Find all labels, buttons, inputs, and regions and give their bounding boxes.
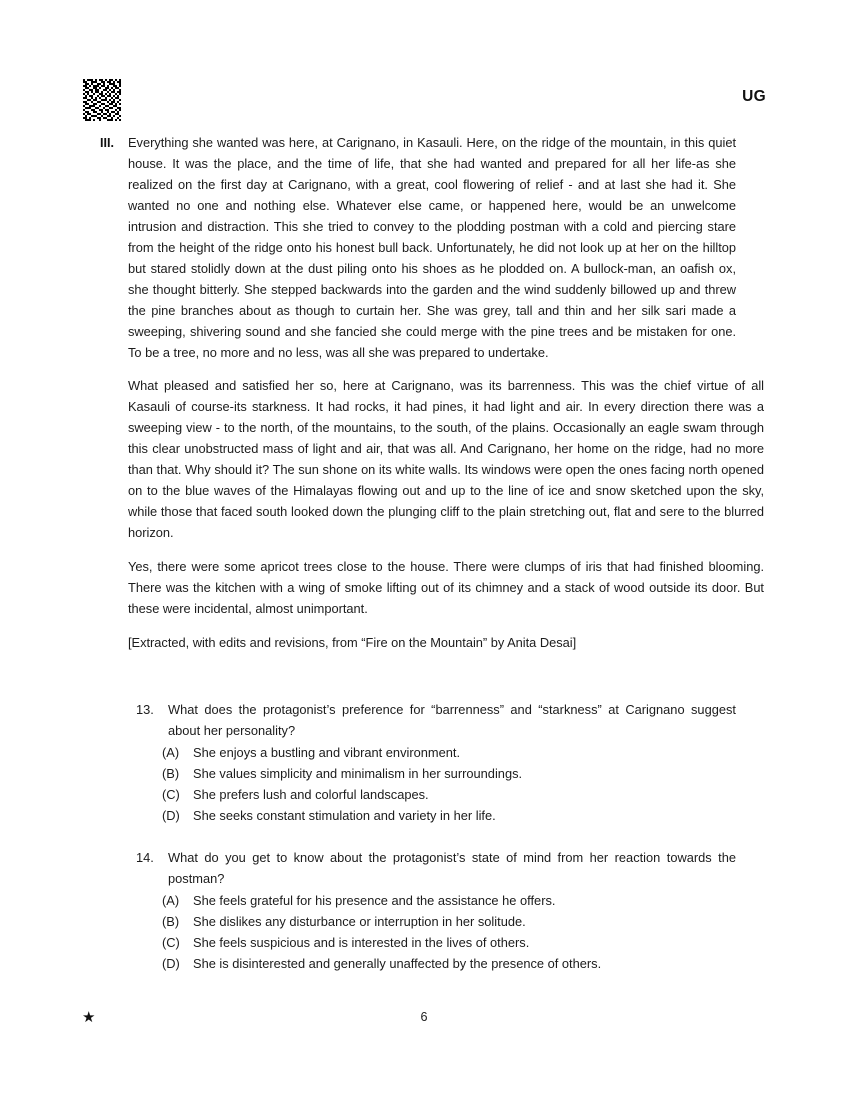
question-13-option-a[interactable] bbox=[162, 742, 736, 763]
question-14 bbox=[136, 848, 736, 974]
passage-paragraph-1-wrap bbox=[128, 133, 736, 376]
question-14-option-c[interactable] bbox=[162, 932, 736, 953]
option-text: She prefers lush and colorful landscapes. bbox=[193, 787, 429, 803]
passage-remaining-block bbox=[128, 376, 764, 653]
option-text: She feels suspicious and is interested in the lives of others. bbox=[193, 935, 530, 951]
question-13-prompt bbox=[136, 700, 736, 741]
option-text: She seeks constant stimulation and variety in her life. bbox=[193, 808, 496, 824]
option-letter: (C) bbox=[162, 787, 180, 803]
datamatrix-barcode-icon bbox=[82, 78, 126, 124]
question-14-options bbox=[162, 890, 736, 974]
option-letter: (B) bbox=[162, 766, 180, 782]
option-text: She is disinterested and generally unaffected by the presence of others. bbox=[193, 956, 602, 972]
passage-paragraph-3: Yes, there were some apricot trees close to the house. There were clumps of iris that had finished blooming. There was the kitchen with a wing of smoke lifting out of its chimney and a stack of wood outside its door. But these were incidental, almost unimportant. bbox=[128, 559, 764, 617]
question-13-text: What does the protagonist’s preference for “barrenness” and “starkness” at Carignano suggest about her personality? bbox=[168, 702, 736, 738]
star-icon: ★ bbox=[82, 1009, 96, 1026]
page-number: 6 bbox=[420, 1010, 428, 1024]
question-list bbox=[136, 700, 736, 996]
question-14-option-a[interactable] bbox=[162, 890, 736, 911]
question-14-prompt bbox=[136, 848, 736, 889]
question-14-option-b[interactable] bbox=[162, 911, 736, 932]
option-text: She dislikes any disturbance or interruption in her solitude. bbox=[193, 914, 526, 930]
question-13-option-c[interactable] bbox=[162, 784, 736, 805]
question-13-number: 13. bbox=[136, 702, 154, 717]
passage-attribution: [Extracted, with edits and revisions, from “Fire on the Mountain” by Anita Desai] bbox=[128, 634, 577, 650]
option-letter: (A) bbox=[162, 893, 180, 909]
exam-code-label: UG bbox=[742, 88, 766, 105]
option-letter: (D) bbox=[162, 808, 180, 824]
passage-first-block bbox=[100, 133, 736, 376]
question-14-option-d[interactable] bbox=[162, 953, 736, 974]
passage-paragraph-2: What pleased and satisfied her so, here at Carignano, was its barrenness. This was the chief virtue of all Kasauli of course-its starkness. It had rocks, it had pines, it had light and air. In every direction there was a sweeping view - to the north, of the mountains, to the south, of the plains. Occasionally an eagle swam through this clear unobstructed mass of light and air, that was all. And Carignano, her home on the ridge, had no more than that. Why should it? The sun shone on its white walls. Its windows were open the ones facing north opened on to the blue waves of the Himalayas flowing out and up to the line of ice and snow sketched upon the sky, while those that faced south looked down the plunging cliff to the plain stretching out, flat and sere to the blurred horizon. bbox=[128, 378, 764, 541]
option-text: She values simplicity and minimalism in her surroundings. bbox=[193, 766, 523, 782]
page-header bbox=[82, 78, 766, 124]
option-letter: (C) bbox=[162, 935, 180, 951]
question-14-number: 14. bbox=[136, 850, 154, 866]
option-letter: (B) bbox=[162, 914, 180, 930]
passage-marker: III. bbox=[100, 136, 114, 150]
passage-paragraph-1: Everything she wanted was here, at Carignano, in Kasauli. Here, on the ridge of the mountain, in this quiet house. It was the place, and the time of life, that she had wanted and prepared for all her life-as she realized on the first day at Carignano, with a great, cool flowering of relief - and at last she had it. She wanted no one and nothing else. Whatever else came, or happened here, would be an unwelcome intrusion and distraction. This she tried to convey to the plodding postman with a cold and piercing stare from the height of the ridge onto his honest bull back. Unfortunately, he did not look up at her on the hilltop but stared stolidly down at the dust piling onto his shoes as he plodded on. A bullock-man, an oafish ox, she thought bitterly. She stepped backwards into the garden and the wind suddenly billowed up and threw the pine branches about as though to curtain her. She was grey, tall and thin and her silk sari made a sweeping, shivering sound and she fancied she could merge with the pine trees and be mistaken for one. To be a tree, no more and no less, was all she was prepared to undertake. bbox=[128, 135, 736, 360]
question-13 bbox=[136, 700, 736, 826]
question-14-text: What do you get to know about the protagonist’s state of mind from her reaction towards the postman? bbox=[168, 850, 736, 886]
page-footer bbox=[82, 1008, 766, 1028]
option-text: She enjoys a bustling and vibrant environment. bbox=[193, 745, 461, 761]
option-letter: (A) bbox=[162, 745, 180, 761]
option-letter: (D) bbox=[162, 956, 180, 972]
option-text: She feels grateful for his presence and the assistance he offers. bbox=[193, 893, 556, 909]
question-13-option-b[interactable] bbox=[162, 763, 736, 784]
question-13-options bbox=[162, 742, 736, 826]
question-13-option-d[interactable] bbox=[162, 805, 736, 826]
reading-passage bbox=[100, 133, 764, 664]
